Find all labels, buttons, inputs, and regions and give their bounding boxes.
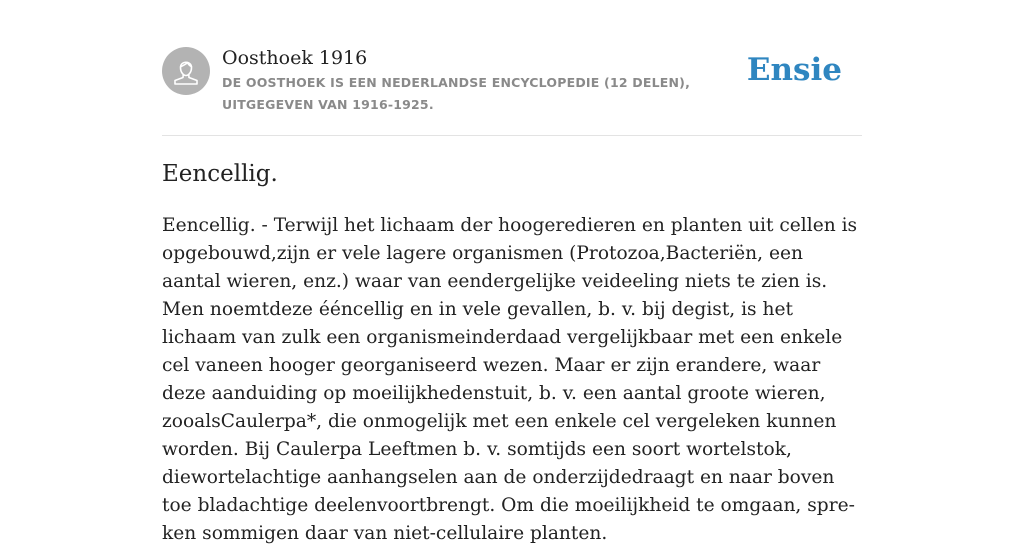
- user-silhouette-icon: [162, 47, 210, 95]
- source-description: DE OOSTHOEK IS EEN NEDERLANDSE ENCYCLOPEDIE (12 DELEN), UITGEGEVEN VAN 1916-1925.: [222, 75, 691, 112]
- source-name[interactable]: Oosthoek 1916: [222, 47, 368, 69]
- ensie-logo[interactable]: Ensie: [746, 52, 842, 88]
- header-divider: [162, 135, 862, 136]
- entry-body: Eencellig. - Terwijl het lichaam der hoogeredieren en planten uit cellen is opgebouwd,zijn er vele lagere organismen (Protozoa,Bacteriën, een aantal wieren, enz.) waar van eendergelijke veideeling niets te zien is. Men noemtdeze ééncellig en in vele gevallen, b. v. bij degist, is het lichaam van zulk een organismeinderdaad vergelijkbaar met een enkele cel vaneen hooger georganiseerd wezen. Maar er zijn erandere, waar deze aanduiding op moeilijkhedenstuit, b. v. een aantal groote wieren, zooalsCaulerpa*, die onmogelijk met een enkele cel vergeleken kunnen worden. Bij Caulerpa Leeftmen b. v. somtijds een soort wortelstok, diewortelachtige aanhangselen aan de onderzijdedraagt en naar boven toe bladachtige deelenvoortbrengt. Om die moeilijkheid te omgaan, spre-ken sommigen daar van niet-cellulaire planten.: [162, 215, 858, 544]
- entry-title: Eencellig.: [162, 161, 278, 187]
- source-header: [162, 46, 862, 118]
- source-avatar[interactable]: [162, 47, 210, 95]
